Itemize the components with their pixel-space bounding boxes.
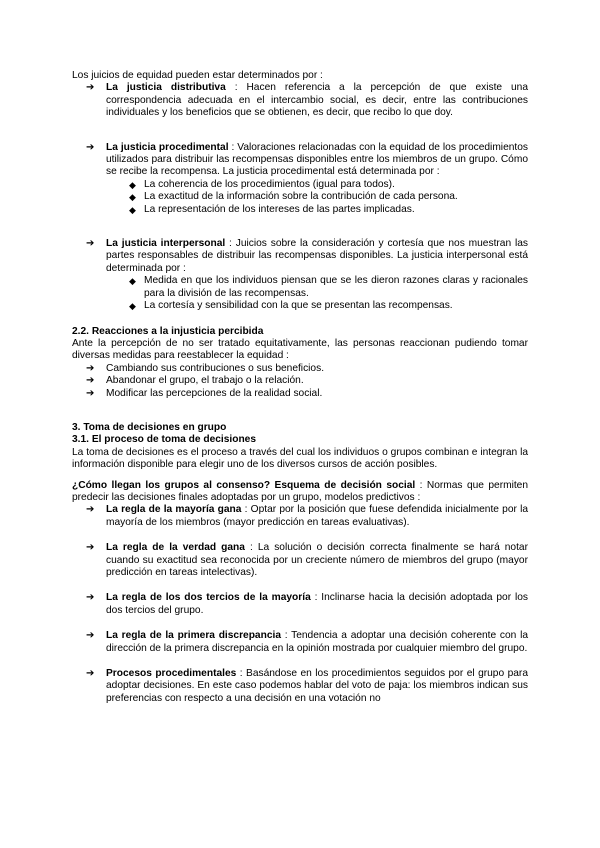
section-heading: 3. Toma de decisiones en grupo bbox=[72, 421, 227, 433]
justice-text: : Juicios sobre la consideración y cortesía que nos muestran las partes responsables de distribuir las recompensas disponibles. La justicia interpersonal está determinada por : bbox=[106, 238, 528, 274]
list-item: ◆ La representación de los intereses de las partes implicadas. bbox=[129, 203, 415, 215]
rule-item bbox=[72, 592, 528, 617]
diamond-bullet-icon: ◆ bbox=[129, 301, 136, 312]
arrow-icon: ➔ bbox=[86, 238, 95, 250]
rule-term: La regla de la verdad gana bbox=[106, 542, 245, 554]
rule-term: Procesos procedimentales bbox=[106, 668, 237, 680]
list-item: ◆ Medida en que los individuos piensan que se les dieron razones claras y racionales para la división de las recompensas. bbox=[129, 275, 528, 299]
rule-text: : La solución o decisión correcta finalmente se hará notar cuando su exactitud sea reconocida por un creciente número de miembros del grupo (mayor predicción en tareas intelectivas). bbox=[106, 542, 528, 578]
arrow-icon: ➔ bbox=[86, 504, 95, 516]
justice-text: : Hacen referencia a la percepción de que existe una correspondencia adecuada en el intercambio social, es decir, entre las contribuciones individuales y los beneficios que se obtienen, es decir, que recibo lo que doy. bbox=[106, 82, 528, 119]
section-subheading: 3.1. El proceso de toma de decisiones bbox=[72, 434, 257, 446]
section-text: Ante la percepción de no ser tratado equitativamente, las personas reaccionan pudiendo tomar diversas medidas para reestablecer la equidad : bbox=[72, 337, 528, 362]
arrow-icon: ➔ bbox=[86, 82, 95, 94]
justice-text: : Valoraciones relacionadas con la equidad de los procedimientos utilizados para distribuir las recompensas disponibles entre los miembros de un grupo. Cómo se recibe la recompensa. La justicia procedimental está determinada por : bbox=[106, 141, 528, 178]
arrow-icon: ➔ bbox=[86, 630, 95, 642]
justice-interpersonal bbox=[72, 238, 528, 275]
arrow-icon: ➔ bbox=[86, 387, 95, 399]
section-heading: 2.2. Reacciones a la injusticia percibida bbox=[72, 325, 264, 337]
diamond-bullet-icon: ◆ bbox=[129, 276, 136, 287]
arrow-icon: ➔ bbox=[86, 141, 95, 153]
document-page bbox=[72, 70, 528, 705]
list-item: ➔ Abandonar el grupo, el trabajo o la relación. bbox=[86, 375, 304, 387]
list-item: ➔ Cambiando sus contribuciones o sus beneficios. bbox=[86, 362, 325, 374]
arrow-icon: ➔ bbox=[86, 362, 95, 374]
justice-procedural bbox=[72, 142, 528, 179]
diamond-bullet-icon: ◆ bbox=[129, 204, 136, 215]
rule-item bbox=[72, 504, 528, 529]
rule-item bbox=[72, 668, 528, 705]
consensus-paragraph: ¿Cómo llegan los grupos al consenso? Esquema de decisión social : Normas que permiten predecir las decisiones finales adoptadas por un grupo, modelos predictivos : bbox=[72, 479, 529, 503]
list-item: ◆ La cortesía y sensibilidad con la que se presentan las recompensas. bbox=[129, 300, 453, 312]
rule-text: : Inclinarse hacia la decisión adoptada por los dos tercios del grupo. bbox=[106, 592, 528, 616]
justice-term: La justicia distributiva bbox=[106, 82, 226, 94]
diamond-bullet-icon: ◆ bbox=[129, 179, 136, 190]
diamond-bullet-icon: ◆ bbox=[129, 192, 136, 203]
rule-text: : Optar por la posición que fuese defendida inicialmente por la mayoría de los miembros (mayor predicción en tareas evaluativas). bbox=[106, 504, 528, 528]
list-item: ◆ La exactitud de la información sobre la contribución de cada persona. bbox=[129, 191, 458, 203]
list-item: ◆ La coherencia de los procedimientos (igual para todos). bbox=[129, 178, 395, 190]
rule-item bbox=[72, 542, 528, 579]
rule-text: : Basándose en los procedimientos seguidos por el grupo para adoptar decisiones. En este caso podemos hablar del voto de paja: los miembros indican sus preferencias con respecto a una decisión en una votación no bbox=[106, 668, 528, 704]
rule-item bbox=[72, 630, 528, 655]
arrow-icon: ➔ bbox=[86, 542, 95, 554]
rule-term: La regla de los dos tercios de la mayoría bbox=[106, 592, 311, 604]
justice-term: La justicia interpersonal bbox=[106, 238, 226, 250]
section-text: La toma de decisiones es el proceso a través del cual los individuos o grupos combinan e integran la información disponible para elegir uno de los diversos cursos de acción posibles. bbox=[72, 446, 528, 471]
rule-term: La regla de la mayoría gana bbox=[106, 504, 242, 516]
arrow-icon: ➔ bbox=[86, 375, 95, 387]
list-item: ➔ Modificar las percepciones de la realidad social. bbox=[86, 387, 323, 399]
arrow-icon: ➔ bbox=[86, 592, 95, 604]
justice-term: La justicia procedimental bbox=[106, 141, 229, 153]
rule-term: La regla de la primera discrepancia bbox=[106, 630, 281, 642]
rule-text: : Tendencia a adoptar una decisión coherente con la dirección de la primera discrepancia en la opinión mostrada por cualquier miembro del grupo. bbox=[106, 630, 529, 654]
intro-text: Los juicios de equidad pueden estar determinados por : bbox=[72, 70, 323, 81]
arrow-icon: ➔ bbox=[86, 668, 95, 680]
justice-distributive bbox=[72, 82, 528, 119]
